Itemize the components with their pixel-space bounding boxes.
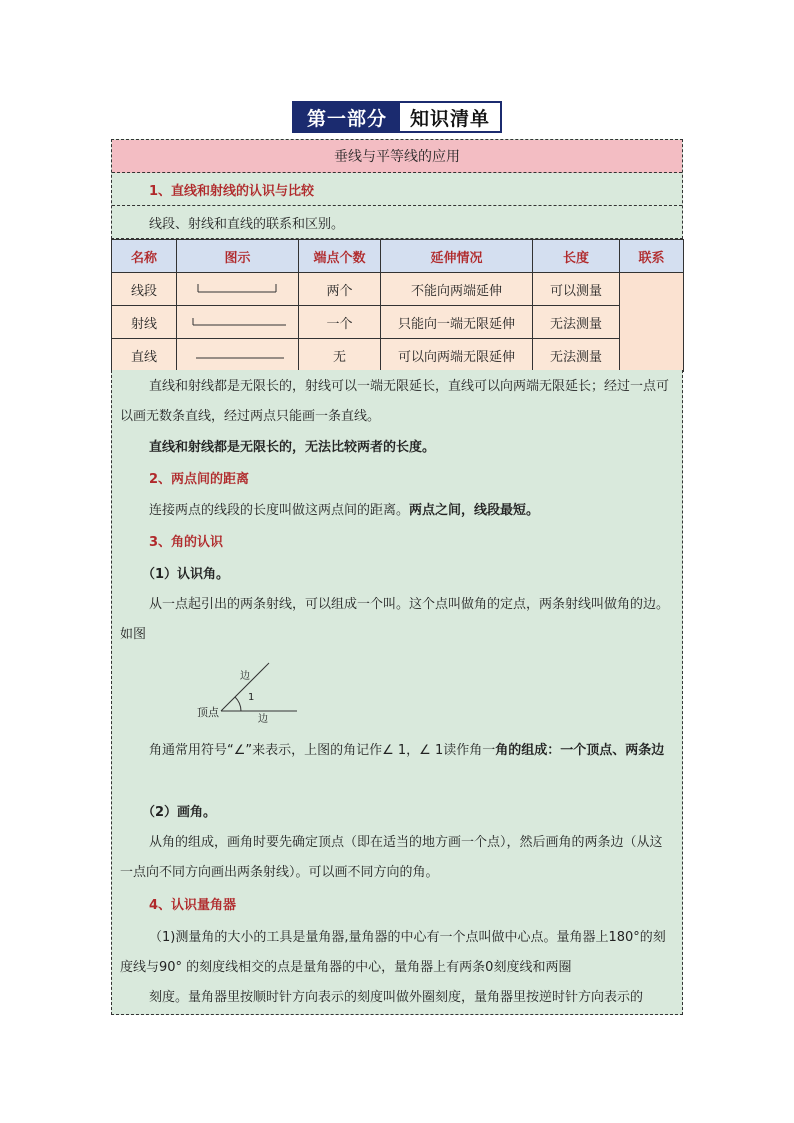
- comparison-table: [111, 239, 684, 372]
- paragraph-angle-notation: [120, 736, 674, 766]
- header-extension: 延伸情况: [381, 240, 533, 273]
- header-length: 长度: [533, 240, 620, 273]
- cell-extension: 不能向两端延伸: [381, 273, 533, 306]
- section1-intro: 线段、射线和直线的联系和区别。: [149, 217, 345, 232]
- ray-figure: [177, 306, 299, 339]
- paragraph-draw-angle: 从角的组成，画角时要先确定顶点（即在适当的地方画一个点），然后画角的两条边（从这一点向不同方向画出两条射线）。可以画不同方向的角。: [120, 835, 663, 880]
- diagram-angle-number: 1: [248, 692, 255, 703]
- banner-title: 知识清单: [400, 103, 500, 131]
- cell-endpoints: 无: [299, 339, 381, 372]
- diagram-vertex-label: 顶点: [197, 706, 219, 719]
- section4-title: 4、认识量角器: [149, 898, 237, 913]
- banner-part-label: 第一部分: [294, 103, 400, 131]
- topic-header-box: [111, 139, 683, 239]
- segment-figure: [177, 273, 299, 306]
- cell-relation: [620, 273, 684, 372]
- cell-length: 无法测量: [533, 306, 620, 339]
- header-figure: 图示: [177, 240, 299, 273]
- table-row: [112, 339, 684, 372]
- diagram-side-bottom-label: 边: [258, 714, 268, 725]
- line-figure: [177, 339, 299, 372]
- topic-title: 垂线与平等线的应用: [112, 140, 682, 173]
- header-relation: 联系: [620, 240, 684, 273]
- ray-icon: [188, 312, 288, 328]
- paragraph-angle-definition: 从一点起引出的两条射线，可以组成一个叫。这个点叫做角的定点，两条射线叫做角的边。如图: [120, 597, 670, 642]
- table-header-row: [112, 240, 684, 273]
- table-row: [112, 306, 684, 339]
- cell-endpoints: 两个: [299, 273, 381, 306]
- section2-title: 2、两点间的距离: [149, 472, 250, 487]
- cell-endpoints: 一个: [299, 306, 381, 339]
- paragraph-lines-rays: 直线和射线都是无限长的，射线可以一端无限延长，直线可以向两端无限延长；经过一点可以画无数条直线，经过两点只能画一条直线。: [120, 379, 670, 424]
- distance-definition: 连接两点的线段的长度叫做这两点间的距离。: [149, 503, 410, 518]
- paragraph-length-compare: 直线和射线都是无限长的，无法比较两者的长度。: [149, 440, 436, 455]
- section1-title: 1、直线和射线的认识与比较: [112, 173, 682, 206]
- content-box: [111, 370, 683, 1015]
- header-endpoints: 端点个数: [299, 240, 381, 273]
- section-banner: [292, 101, 502, 133]
- paragraph-protractor-scales: 刻度。量角器里按顺时针方向表示的刻度叫做外圈刻度，量角器里按逆时针方向表示的: [149, 990, 644, 1005]
- subsection-draw-angle: （2）画角。: [142, 805, 217, 820]
- line-icon: [188, 345, 288, 361]
- cell-extension: 只能向一端无限延伸: [381, 306, 533, 339]
- cell-length: 无法测量: [533, 339, 620, 372]
- cell-name: 线段: [112, 273, 177, 306]
- cell-length: 可以测量: [533, 273, 620, 306]
- cell-name: 射线: [112, 306, 177, 339]
- section3-title: 3、角的认识: [149, 535, 224, 550]
- header-name: 名称: [112, 240, 177, 273]
- diagram-side-top-label: 边: [240, 671, 250, 682]
- distance-rule: 两点之间，线段最短。: [409, 503, 540, 518]
- paragraph-distance: [120, 496, 674, 526]
- angle-composition: 角的组成：一个顶点、两条边: [495, 743, 665, 758]
- table-row: [112, 273, 684, 306]
- subsection-know-angle: （1）认识角。: [142, 567, 230, 582]
- segment-icon: [188, 279, 288, 295]
- cell-name: 直线: [112, 339, 177, 372]
- angle-notation-text: 角通常用符号“∠”来表示，上图的角记作∠ 1，∠ 1读作角一: [149, 743, 496, 758]
- cell-extension: 可以向两端无限延伸: [381, 339, 533, 372]
- paragraph-protractor: （1)测量角的大小的工具是量角器,量角器的中心有一个点叫做中心点。量角器上180°的刻度线与90° 的刻度线相交的点是量角器的中心，量角器上有两条0刻度线和两圈: [120, 930, 666, 975]
